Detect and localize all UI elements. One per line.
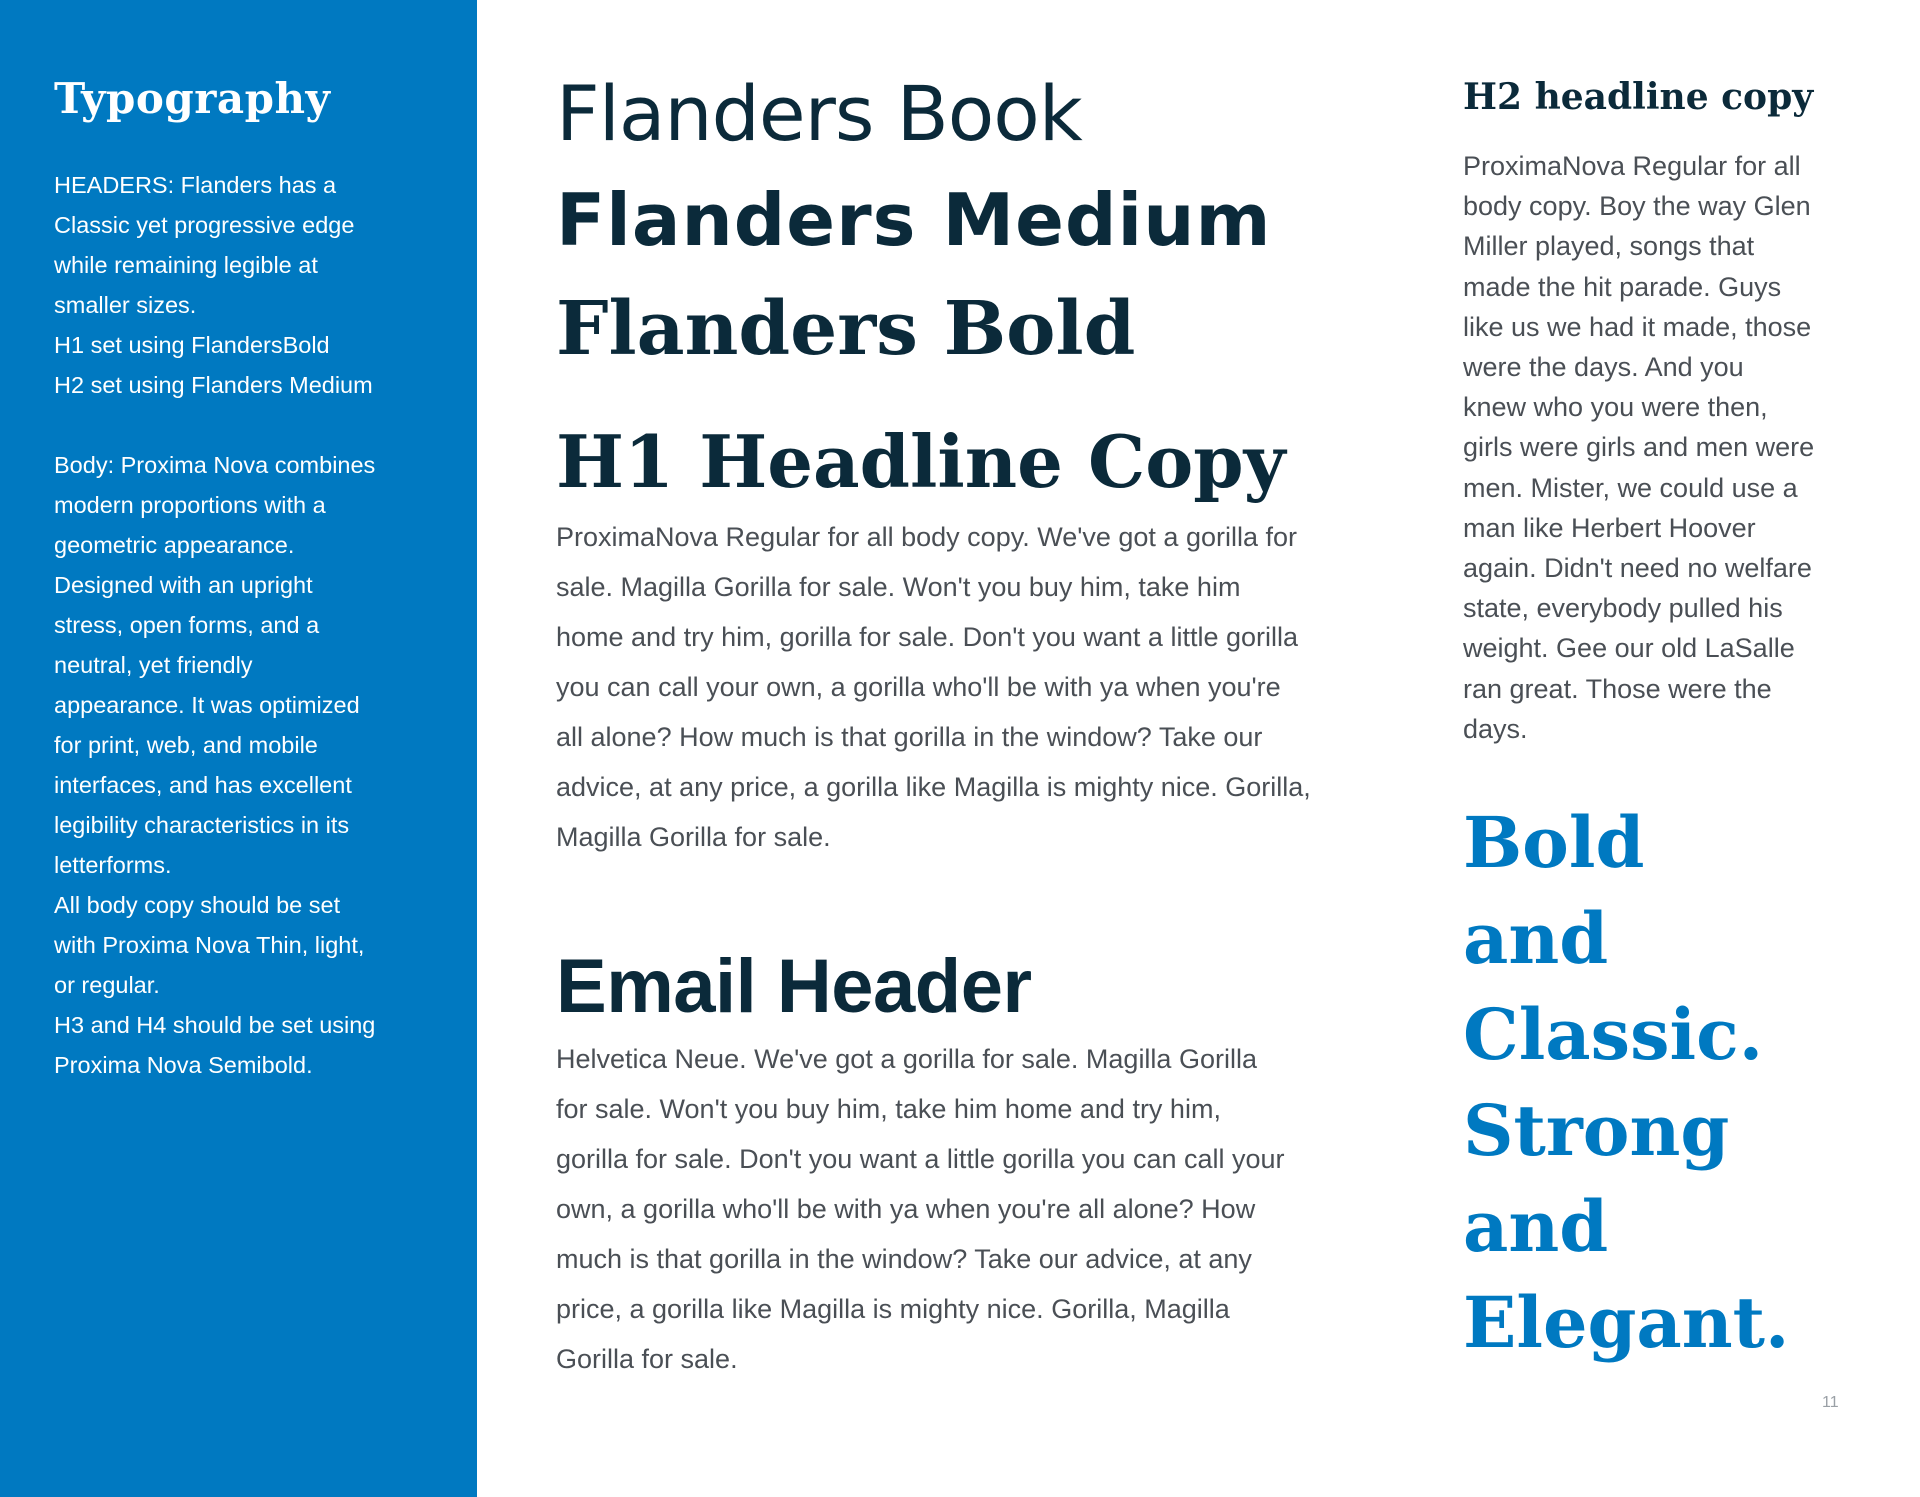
body-line: much is that gorilla in the window? Take our advice, at any [556, 1244, 1252, 1274]
body-line: for sale. Won't you buy him, take him home and try him, [556, 1094, 1221, 1124]
font-sample-medium: Flanders Medium [556, 178, 1272, 262]
body-line: again. Didn't need no welfare [1463, 553, 1812, 584]
headers-line: while remaining legible at [54, 252, 318, 278]
body-line: sale. Magilla Gorilla for sale. Won't you buy him, take him [556, 572, 1241, 602]
email-body-copy [556, 1034, 1396, 1384]
body-line: gorilla for sale. Don't you want a little gorilla you can call your [556, 1144, 1285, 1174]
body-line: geometric appearance. [54, 532, 295, 558]
body-line: Gorilla for sale. [556, 1344, 738, 1374]
body-line: days. [1463, 713, 1528, 744]
body-line: modern proportions with a [54, 492, 326, 518]
body-line: body copy. Boy the way Glen [1463, 191, 1811, 222]
tagline-line: Elegant. [1463, 1281, 1790, 1365]
h2-body-copy [1463, 146, 1883, 749]
main-column [556, 62, 1396, 1384]
body-line: state, everybody pulled his [1463, 593, 1783, 624]
body-line: like us we had it made, those [1463, 311, 1812, 342]
tagline-line: Strong [1463, 1089, 1730, 1173]
brand-tagline [1463, 795, 1883, 1371]
page-number: 11 [1822, 1394, 1839, 1411]
headers-line: H1 set using FlandersBold [54, 332, 330, 358]
body-line: ProximaNova Regular for all body copy. We've got a gorilla for [556, 522, 1297, 552]
body-line: All body copy should be set [54, 892, 341, 918]
body-line: neutral, yet friendly [54, 652, 253, 678]
body-line: price, a gorilla like Magilla is mighty nice. Gorilla, Magilla [556, 1294, 1230, 1324]
body-line: own, a gorilla who'll be with ya when you're all alone? How [556, 1194, 1256, 1224]
body-line: girls were girls and men were [1463, 432, 1815, 463]
body-line: interfaces, and has excellent [54, 772, 352, 798]
headers-line: smaller sizes. [54, 292, 197, 318]
body-line: advice, at any price, a gorilla like Magilla is mighty nice. Gorilla, [556, 772, 1311, 802]
body-line: made the hit parade. Guys [1463, 271, 1782, 302]
font-sample-book: Flanders Book [556, 69, 1082, 158]
font-sample-bold: Flanders Bold [556, 286, 1136, 372]
body-description [54, 445, 437, 1085]
body-line: Designed with an upright [54, 572, 313, 598]
body-line: legibility characteristics in its [54, 812, 350, 838]
body-line: or regular. [54, 972, 160, 998]
h1-headline: H1 Headline Copy [556, 419, 1286, 504]
body-line: all alone? How much is that gorilla in the window? Take our [556, 722, 1263, 752]
headers-line: Classic yet progressive edge [54, 212, 355, 238]
body-line: Magilla Gorilla for sale. [556, 822, 831, 852]
body-line: man like Herbert Hoover [1463, 512, 1756, 543]
h1-body-copy [556, 512, 1396, 862]
right-column [1463, 72, 1883, 1371]
body-line: home and try him, gorilla for sale. Don't you want a little gorilla [556, 622, 1298, 652]
tagline-line: and [1463, 1185, 1609, 1269]
headers-line: H2 set using Flanders Medium [54, 372, 373, 398]
body-line: Miller played, songs that [1463, 231, 1755, 262]
body-line: men. Mister, we could use a [1463, 472, 1798, 503]
h2-headline: H2 headline copy [1463, 76, 1814, 118]
headers-line: HEADERS: Flanders has a [54, 172, 337, 198]
sidebar-panel [0, 0, 477, 1497]
body-line: were the days. And you [1463, 352, 1744, 383]
body-line: ProximaNova Regular for all [1463, 151, 1801, 181]
body-line: stress, open forms, and a [54, 612, 320, 638]
body-line: weight. Gee our old LaSalle [1463, 633, 1795, 664]
body-line: with Proxima Nova Thin, light, [54, 932, 365, 958]
tagline-line: Classic. [1463, 993, 1764, 1077]
body-line: knew who you were then, [1463, 392, 1768, 423]
body-line: for print, web, and mobile [54, 732, 318, 758]
tagline-line: and [1463, 897, 1609, 981]
body-line: you can call your own, a gorilla who'll be with ya when you're [556, 672, 1281, 702]
body-line: Body: Proxima Nova combines [54, 452, 376, 478]
body-line: ran great. Those were the [1463, 673, 1772, 704]
body-line: Proxima Nova Semibold. [54, 1052, 313, 1078]
body-line: letterforms. [54, 852, 172, 878]
body-line: Helvetica Neue. We've got a gorilla for sale. Magilla Gorilla [556, 1044, 1257, 1074]
body-line: appearance. It was optimized [54, 692, 360, 718]
sidebar-title: Typography [54, 74, 331, 123]
headers-description [54, 165, 437, 405]
body-line: H3 and H4 should be set using [54, 1012, 376, 1038]
email-header: Email Header [556, 944, 1032, 1029]
tagline-line: Bold [1463, 801, 1645, 885]
